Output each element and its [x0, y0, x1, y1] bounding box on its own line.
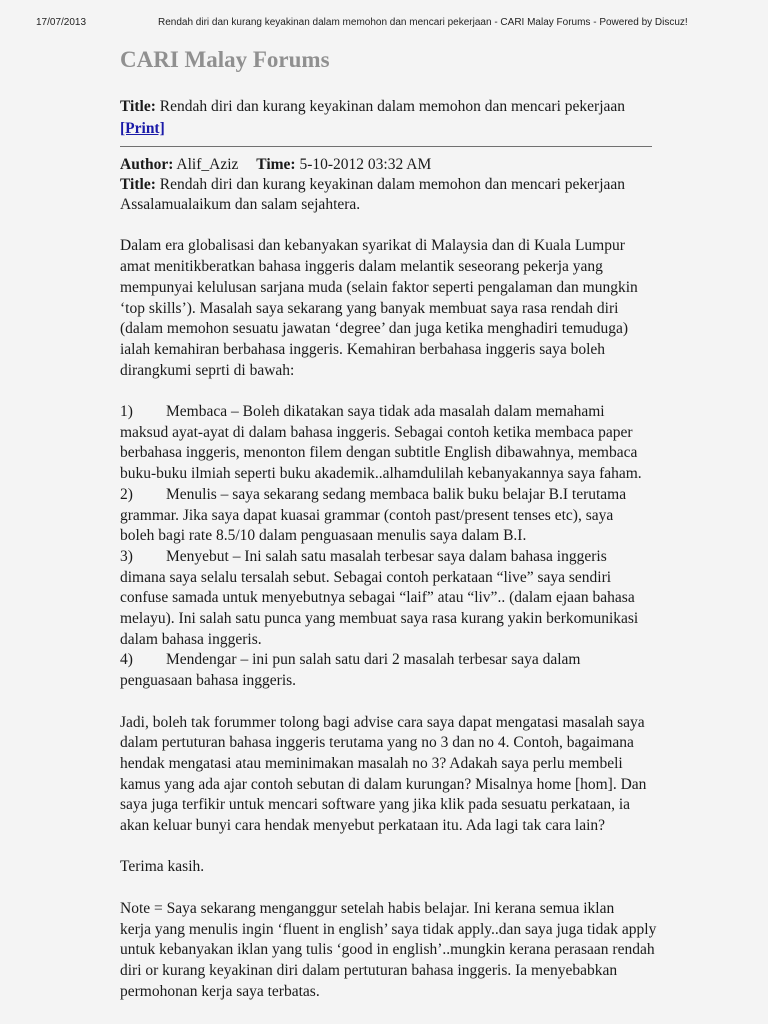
text-line: saya juga terfikir untuk mencari software yang jika klik pada sesuatu perkataan, ia	[120, 796, 631, 814]
text-line: melayu). Ini salah satu punca yang membuat saya rasa kurang yakin berkomunikasi	[120, 610, 639, 628]
text-line: mempunyai kelulusan sarjana muda (selain faktor seperti pengalaman dan mungkin	[120, 278, 638, 296]
author-label: Author:	[120, 156, 174, 173]
text-line: boleh bagi rate 8.5/10 dalam penguasaan menulis saya dalam B.I.	[120, 527, 527, 545]
thread-title	[120, 96, 660, 118]
item-number: 4)	[120, 651, 133, 669]
text-line: buku-buku ilmiah seperti buku akademik..alhamdulilah kebanyakannya saya faham.	[120, 465, 642, 483]
intro-paragraph	[120, 236, 660, 381]
print-document-title: Rendah diri dan kurang keyakinan dalam memohon dan mencari pekerjaan - CARI Malay Forums - Powered by Discuz!	[158, 17, 688, 28]
text-line: berbahasa inggeris, menonton filem dengan subtitle English dibawahnya, membaca	[120, 444, 638, 462]
thanks-line: Terima kasih.	[120, 858, 205, 876]
text-line: hendak mengatasi atau meminimakan masalah no 3? Adakah saya perlu membeli	[120, 754, 623, 772]
text-line: 3) Menyebut – Ini salah satu masalah terbesar saya dalam bahasa inggeris	[120, 547, 660, 568]
time-label: Time:	[256, 156, 296, 173]
text-line: ialah kemahiran berbahasa inggeris. Kemahiran berbahasa inggeris saya boleh	[120, 340, 606, 358]
divider	[120, 146, 652, 147]
list-item	[120, 547, 660, 651]
text-line: permohonan kerja saya terbatas.	[120, 982, 320, 1000]
text-line: 1) Membaca – Boleh dikatakan saya tidak ada masalah dalam memahami	[120, 402, 660, 423]
item-number: 3)	[120, 547, 133, 565]
post-title	[120, 175, 660, 195]
text-line: dalam pertuturan bahasa inggeris terutama yang no 3 dan no 4. Contoh, bagaimana	[120, 734, 634, 752]
post-body	[120, 195, 660, 1002]
text-line: Jadi, boleh tak forummer tolong bagi advise cara saya dapat mengatasi masalah saya	[120, 713, 645, 731]
item-number: 2)	[120, 485, 133, 503]
list-item	[120, 402, 660, 485]
text-line: diri or kurang keyakinan diri dalam pertuturan bahasa inggeris. Ia menyebabkan	[120, 961, 618, 979]
post-time: 5-10-2012 03:32 AM	[299, 156, 432, 173]
print-content	[120, 46, 660, 1002]
site-title: CARI Malay Forums	[120, 47, 330, 72]
item-number: 1)	[120, 403, 133, 420]
list-item	[120, 485, 660, 547]
text-line: maksud ayat-ayat di dalam bahasa inggeris. Sebagai contoh ketika membaca paper	[120, 423, 633, 441]
text-line: dalam bahasa inggeris.	[120, 630, 262, 648]
text-line: Dalam era globalisasi dan kebanyakan syarikat di Malaysia dan di Kuala Lumpur	[120, 237, 625, 255]
text-line: ‘top skills’). Masalah saya sekarang yang banyak membuat saya rasa rendah diri	[120, 299, 619, 317]
text-line: grammar. Jika saya dapat kuasai grammar (contoh past/present tenses etc), saya	[120, 506, 614, 524]
post-title-label: Title:	[120, 176, 156, 193]
text-line: amat menitikberatkan bahasa inggeris dalam melantik seseorang pekerja yang	[120, 258, 603, 276]
author-name: Alif_Aziz	[176, 156, 239, 173]
post-title-text: Rendah diri dan kurang keyakinan dalam memohon dan mencari pekerjaan	[159, 176, 626, 193]
text-line: kamus yang ada ajar contoh sebutan di dalam kurungan? Misalnya home [hom]. Dan	[120, 775, 647, 793]
text-line: dimana saya selalu tersalah sebut. Sebagai contoh perkataan “live” saya sendiri	[120, 568, 612, 586]
note-paragraph	[120, 899, 660, 1003]
print-date: 17/07/2013	[36, 17, 87, 28]
thread-title-label: Title:	[120, 98, 156, 115]
text-line: 4) Mendengar – ini pun salah satu dari 2 masalah terbesar saya dalam	[120, 650, 660, 671]
list-item	[120, 650, 660, 691]
text-line: akan keluar bunyi cara hendak menyebut perkataan itu. Ada lagi tak cara lain?	[120, 817, 606, 835]
text-line: (dalam memohon sesuatu jawatan ‘degree’ dan juga ketika menghadiri temuduga)	[120, 320, 629, 338]
greeting: Assalamualaikum dan salam sejahtera.	[120, 196, 361, 213]
text-line: dirangkumi seprti di bawah:	[120, 361, 295, 379]
post-meta	[120, 155, 660, 175]
text-line: confuse samada untuk menyebutnya sebagai “laif” atau “liv”.. (dalam ejaan bahasa	[120, 589, 635, 607]
question-paragraph	[120, 713, 660, 837]
text-line: 2) Menulis – saya sekarang sedang membaca balik buku belajar B.I terutama	[120, 485, 660, 506]
text-line: kerja yang menulis ingin ‘fluent in english’ saya tidak apply..dan saya juga tidak apply	[120, 920, 657, 938]
text-line: Note = Saya sekarang menganggur setelah habis belajar. Ini kerana semua iklan	[120, 899, 615, 917]
text-line: penguasaan bahasa inggeris.	[120, 672, 297, 690]
print-link[interactable]: [Print]	[120, 120, 165, 137]
thread-title-text: Rendah diri dan kurang keyakinan dalam memohon dan mencari pekerjaan	[159, 98, 626, 115]
text-line: untuk kebanyakan iklan yang tulis ‘good in english’..mungkin kerana perasaan rendah	[120, 941, 655, 959]
